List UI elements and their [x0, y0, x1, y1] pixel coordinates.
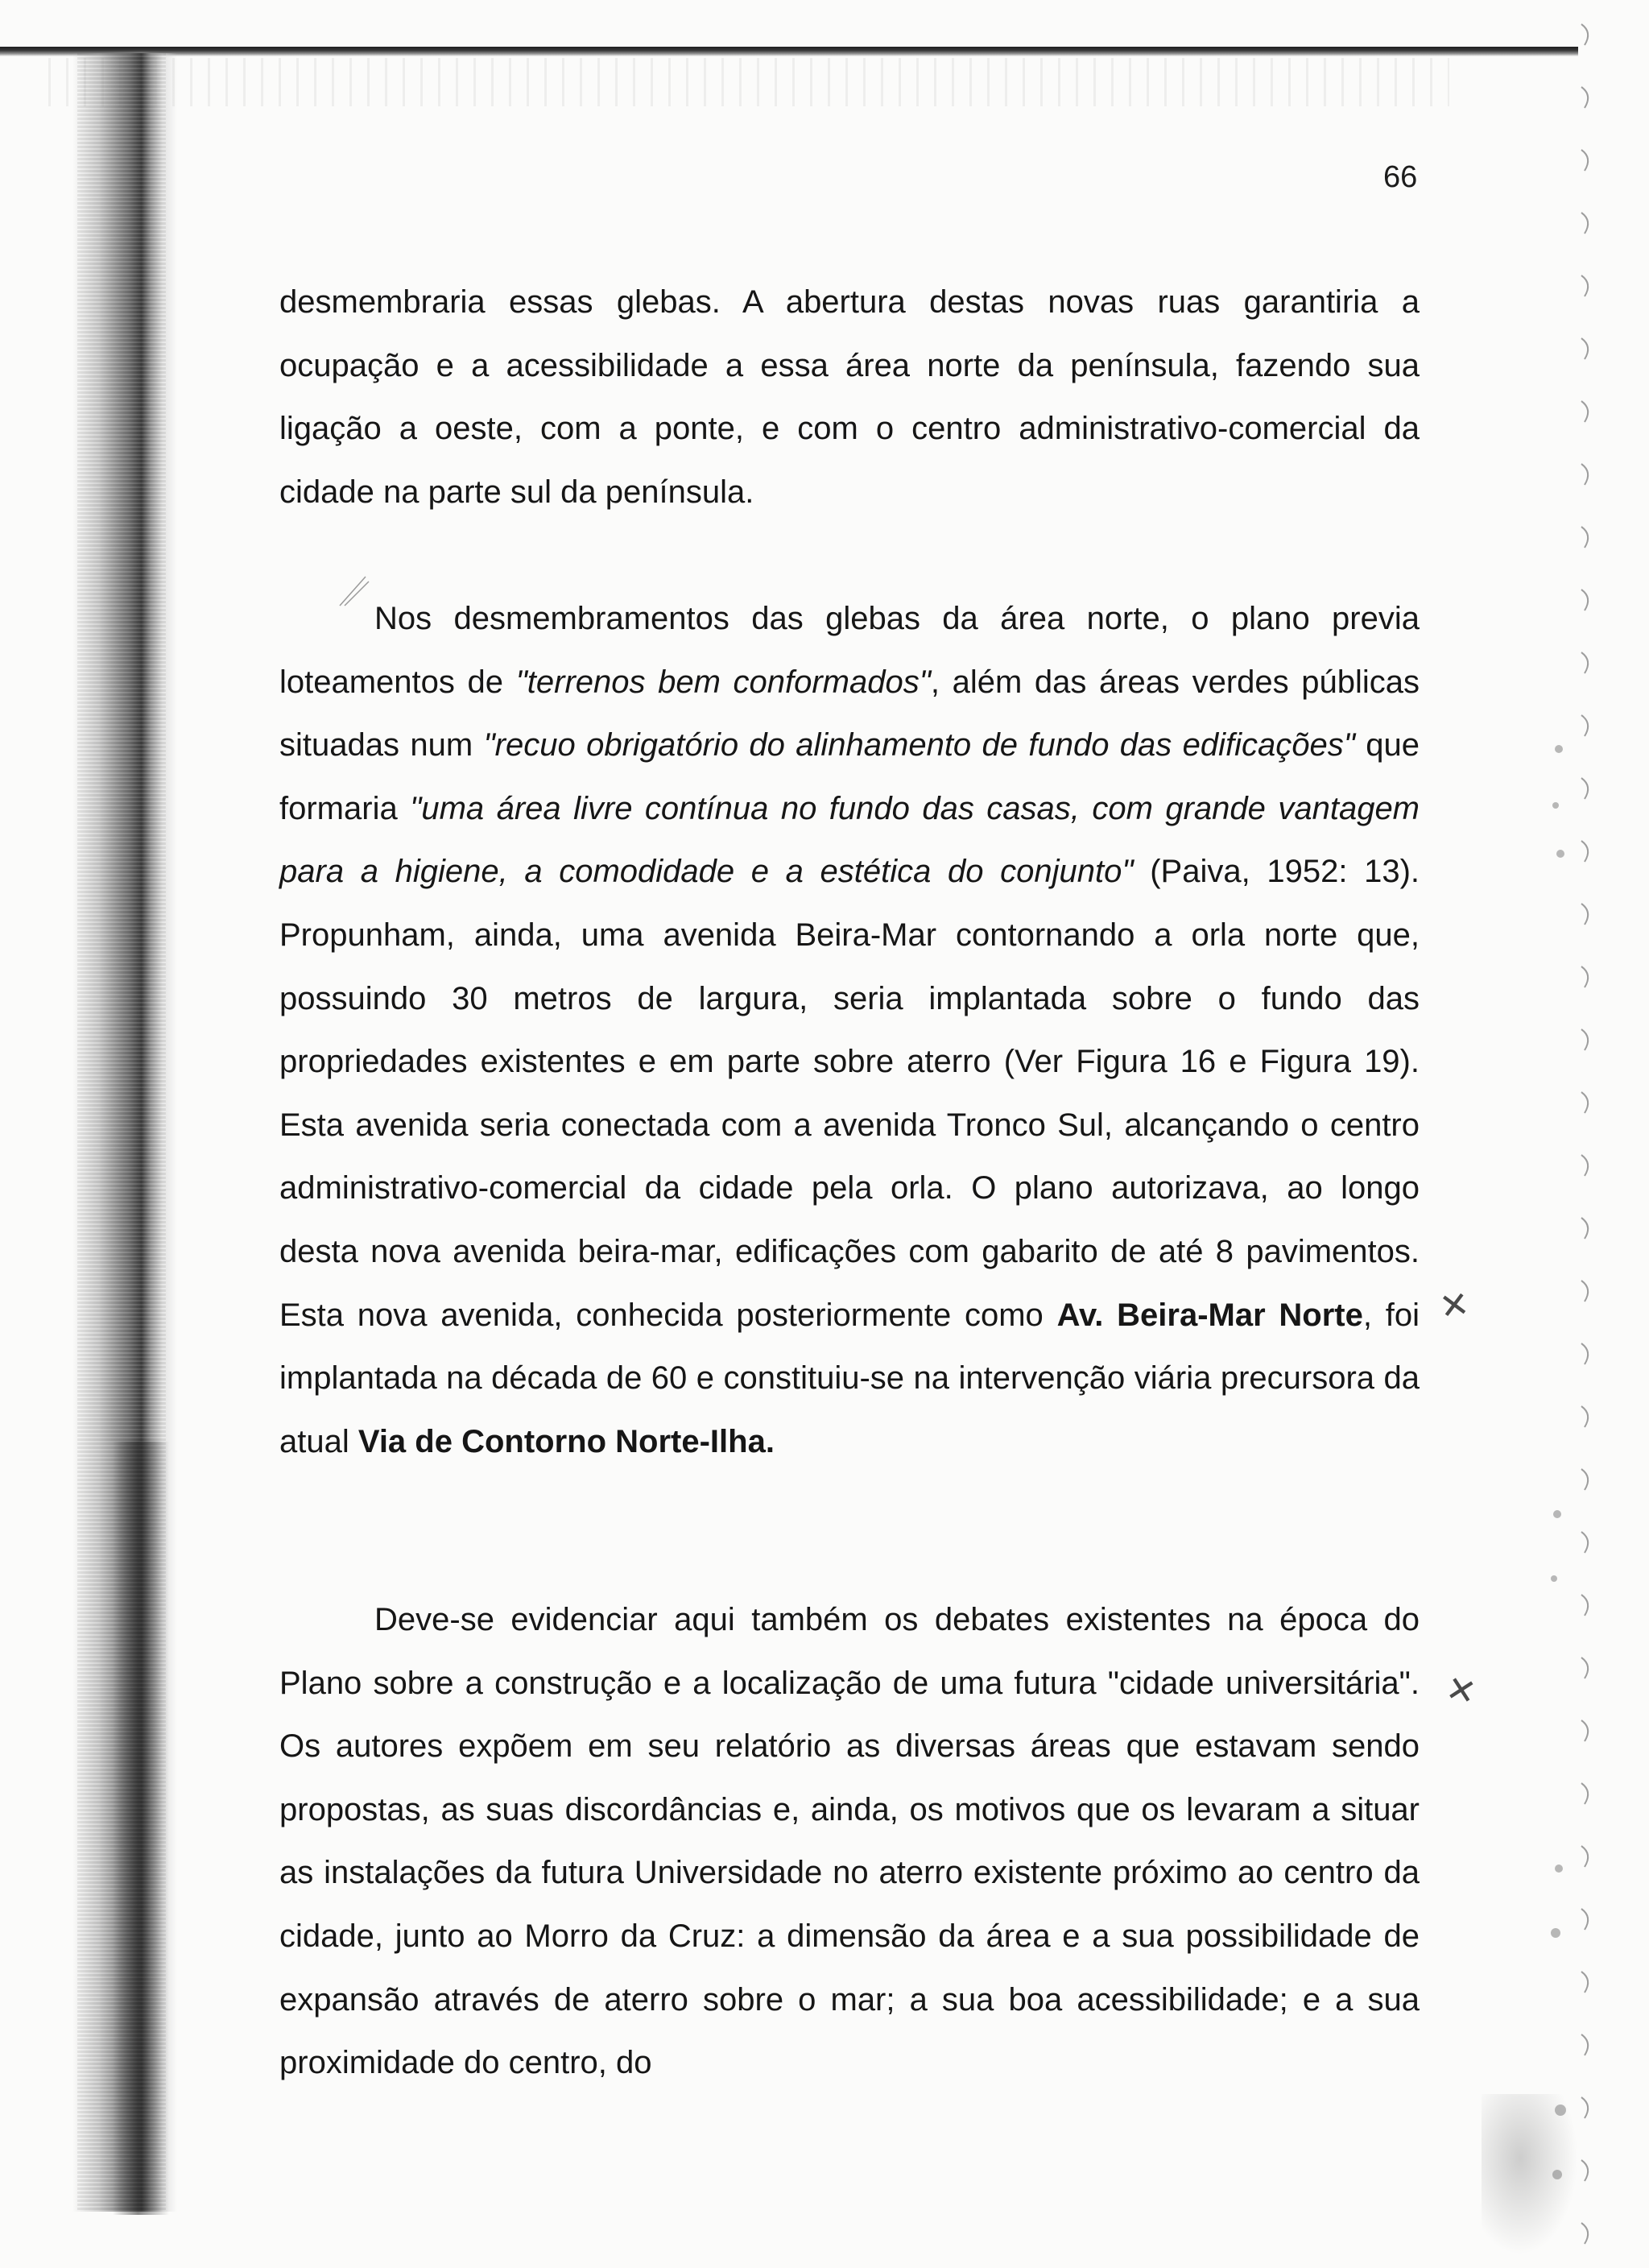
bold-term: Via de Contorno Norte-Ilha.: [357, 1423, 775, 1459]
paragraph-text: Deve-se evidenciar aqui também os debates existentes na época do Plano sobre a construção e a localização de uma futura "cidade universitária". Os autores expõem em seu relatório as diversas áreas que estavam sendo propostas, as suas discordâncias e, ainda, os motivos que os levaram a situar as instalações da futura Universidade no aterro existente próximo ao centro da cidade, junto ao Morro da Cruz: a dimensão da área e a sua possibilidade de expansão através de aterro sobre o mar; a sua boa acessibilidade; e a sua proximidade do centro, do: [279, 1602, 1420, 2081]
paragraph-cidade-universitaria: [279, 1588, 1420, 2095]
paragraph-text: que formaria: [279, 727, 1420, 826]
paragraph-text: (Paiva, 1952: 13). Propunham, ainda, uma avenida Beira-Mar contornando a orla norte que, possuindo 30 metros de largura, seria implantada sobre o fundo das propriedades existentes e em parte sobre aterro (Ver Figura 16 e Figura 19). Esta avenida seria conectada com a avenida Tronco Sul, alcançando o centro administrativo-comercial da cidade pela orla. O plano autorizava, ao longo desta nova avenida beira-mar, edificações com gabarito de até 8 pavimentos. Esta nova avenida, conhecida posteriormente como: [279, 854, 1420, 1333]
paragraph-text: , foi implantada na década de 60 e constituiu-se na intervenção viária precursora da atual: [279, 1297, 1420, 1459]
scan-binding-lower-shadow: [113, 1442, 169, 2215]
quote-italic: "recuo obrigatório do alinhamento de fundo das edificações": [483, 727, 1355, 764]
paragraph-continuation: [279, 271, 1420, 524]
binder-holes-icon: [1536, 0, 1601, 2268]
scan-top-noise: [48, 58, 1449, 106]
bold-term: Av. Beira-Mar Norte: [1056, 1297, 1363, 1333]
scan-right-edge-marks: [1536, 0, 1601, 2268]
margin-cross-mark: ✕: [1436, 1284, 1473, 1328]
scan-top-border: [0, 47, 1578, 56]
paragraph-plano-norte: [279, 587, 1420, 1473]
scan-smudge: [1482, 2094, 1578, 2255]
paragraph-text: desmembraria essas glebas. A abertura destas novas ruas garantiria a ocupação e a acessibilidade a essa área norte da península, fazendo sua ligação a oeste, com a ponte, e com o centro administrativo-comercial da cidade na parte sul da península.: [279, 284, 1420, 510]
quote-italic: "uma área livre contínua no fundo das casas, com grande vantagem para a higiene, a comodidade e a estética do conjunto": [279, 790, 1420, 890]
margin-cross-mark: ✕: [1442, 1668, 1480, 1714]
page-number: 66: [1383, 160, 1418, 194]
paragraph-text: Nos desmembramentos das glebas da área norte, o plano previa loteamentos de: [279, 601, 1420, 700]
quote-italic: "terrenos bem conformados": [515, 664, 931, 700]
paragraph-text: , além das áreas verdes públicas situadas num: [279, 664, 1420, 764]
